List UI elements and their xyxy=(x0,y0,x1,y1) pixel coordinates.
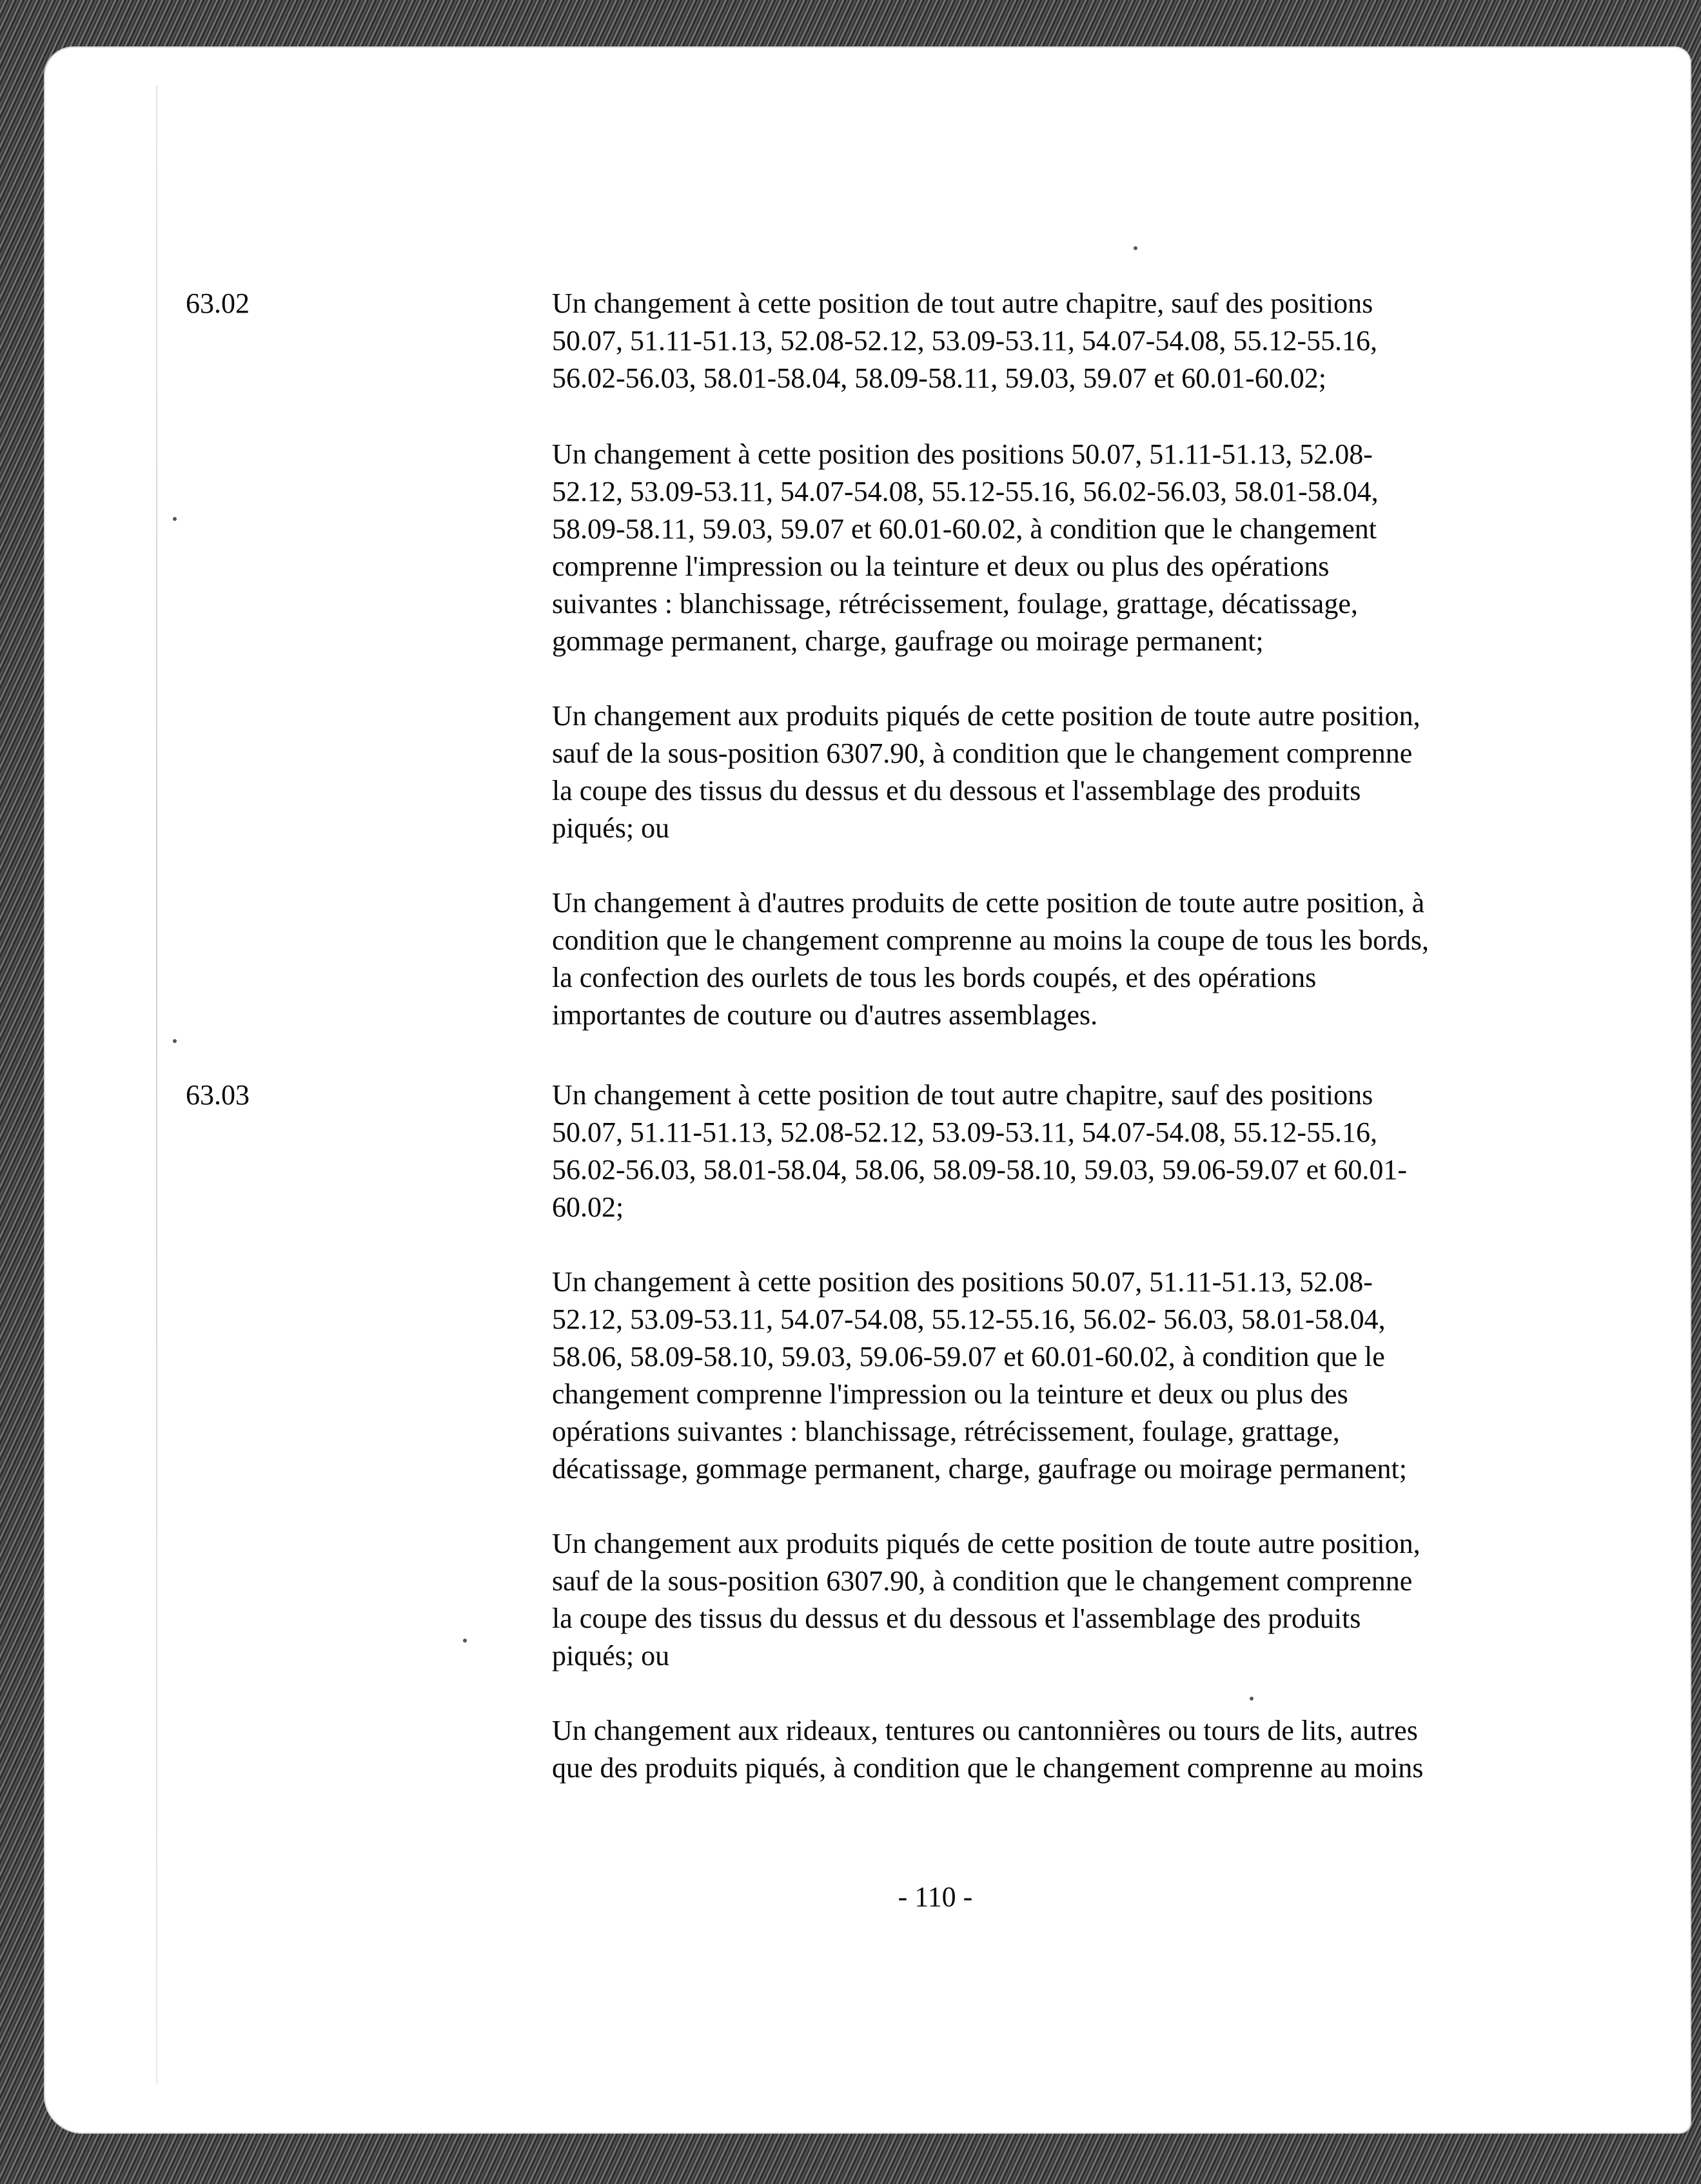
scan-speck xyxy=(1134,246,1137,250)
page-number: - 110 - xyxy=(898,1881,973,1913)
entry-heading-63-03: 63.03 xyxy=(186,1079,250,1111)
scan-speck xyxy=(173,1039,177,1043)
entry-63-03-paragraph-3: Un changement aux produits piqués de cette position de toute autre position, sauf de la sous-position 6307.90, à condition que le changement comprenne la coupe des tissus du dessus et du dessous et l'assemblage des produits piqués; ou xyxy=(552,1528,1421,1672)
document-page xyxy=(44,46,1691,2134)
entry-63-03-paragraph-2: Un changement à cette position des positions 50.07, 51.11-51.13, 52.08- 52.12, 53.09-53.11, 54.07-54.08, 55.12-55.16, 56.02- 56.03, 58.01-58.04, 58.06, 58.09-58.10, 59.03, 59.06-59.07 et 60.01-60.02, à condition que le changement comprenne l'impression ou la teinture et deux ou plus des opérations suivantes : blanchissage, rétrécissement, foulage, grattage, décatissage, gommage permanent, charge, gaufrage ou moirage permanent; xyxy=(552,1266,1407,1485)
scan-speck xyxy=(463,1639,467,1643)
entry-heading-63-02: 63.02 xyxy=(186,288,250,319)
entry-63-02-paragraph-1: Un changement à cette position de tout autre chapitre, sauf des positions 50.07, 51.11-51.13, 52.08-52.12, 53.09-53.11, 54.07-54.08, 55.12-55.16, 56.02-56.03, 58.01-58.04, 58.09-58.11, 59.03, 59.07 et 60.01-60.02; xyxy=(552,288,1377,394)
scan-speck xyxy=(1250,1697,1254,1701)
margin-line xyxy=(156,85,157,2083)
entry-63-03-paragraph-4: Un changement aux rideaux, tentures ou cantonnières ou tours de lits, autres que des produits piqués, à condition que le changement comprenne au moins xyxy=(552,1715,1424,1784)
entry-63-02-paragraph-4: Un changement à d'autres produits de cette position de toute autre position, à condition que le changement comprenne au moins la coupe de tous les bords, la confection des ourlets de tous les bords coupés, et des opérations importantes de couture ou d'autres assemblages. xyxy=(552,887,1429,1031)
scan-speck xyxy=(173,517,177,521)
entry-63-02-paragraph-3: Un changement aux produits piqués de cette position de toute autre position, sauf de la sous-position 6307.90, à condition que le changement comprenne la coupe des tissus du dessus et du dessous et l'assemblage des produits piqués; ou xyxy=(552,700,1421,844)
entry-63-02-paragraph-2: Un changement à cette position des positions 50.07, 51.11-51.13, 52.08- 52.12, 53.09-53.11, 54.07-54.08, 55.12-55.16, 56.02-56.03, 58.01-58.04, 58.09-58.11, 59.03, 59.07 et 60.01-60.02, à condition que le changement comprenne l'impression ou la teinture et deux ou plus des opérations suivantes : blanchissage, rétrécissement, foulage, grattage, décatissage, gommage permanent, charge, gaufrage ou moirage permanent; xyxy=(552,438,1379,657)
entry-63-03-paragraph-1: Un changement à cette position de tout autre chapitre, sauf des positions 50.07, 51.11-51.13, 52.08-52.12, 53.09-53.11, 54.07-54.08, 55.12-55.16, 56.02-56.03, 58.01-58.04, 58.06, 58.09-58.10, 59.03, 59.06-59.07 et 60.01- 60.02; xyxy=(552,1079,1408,1223)
